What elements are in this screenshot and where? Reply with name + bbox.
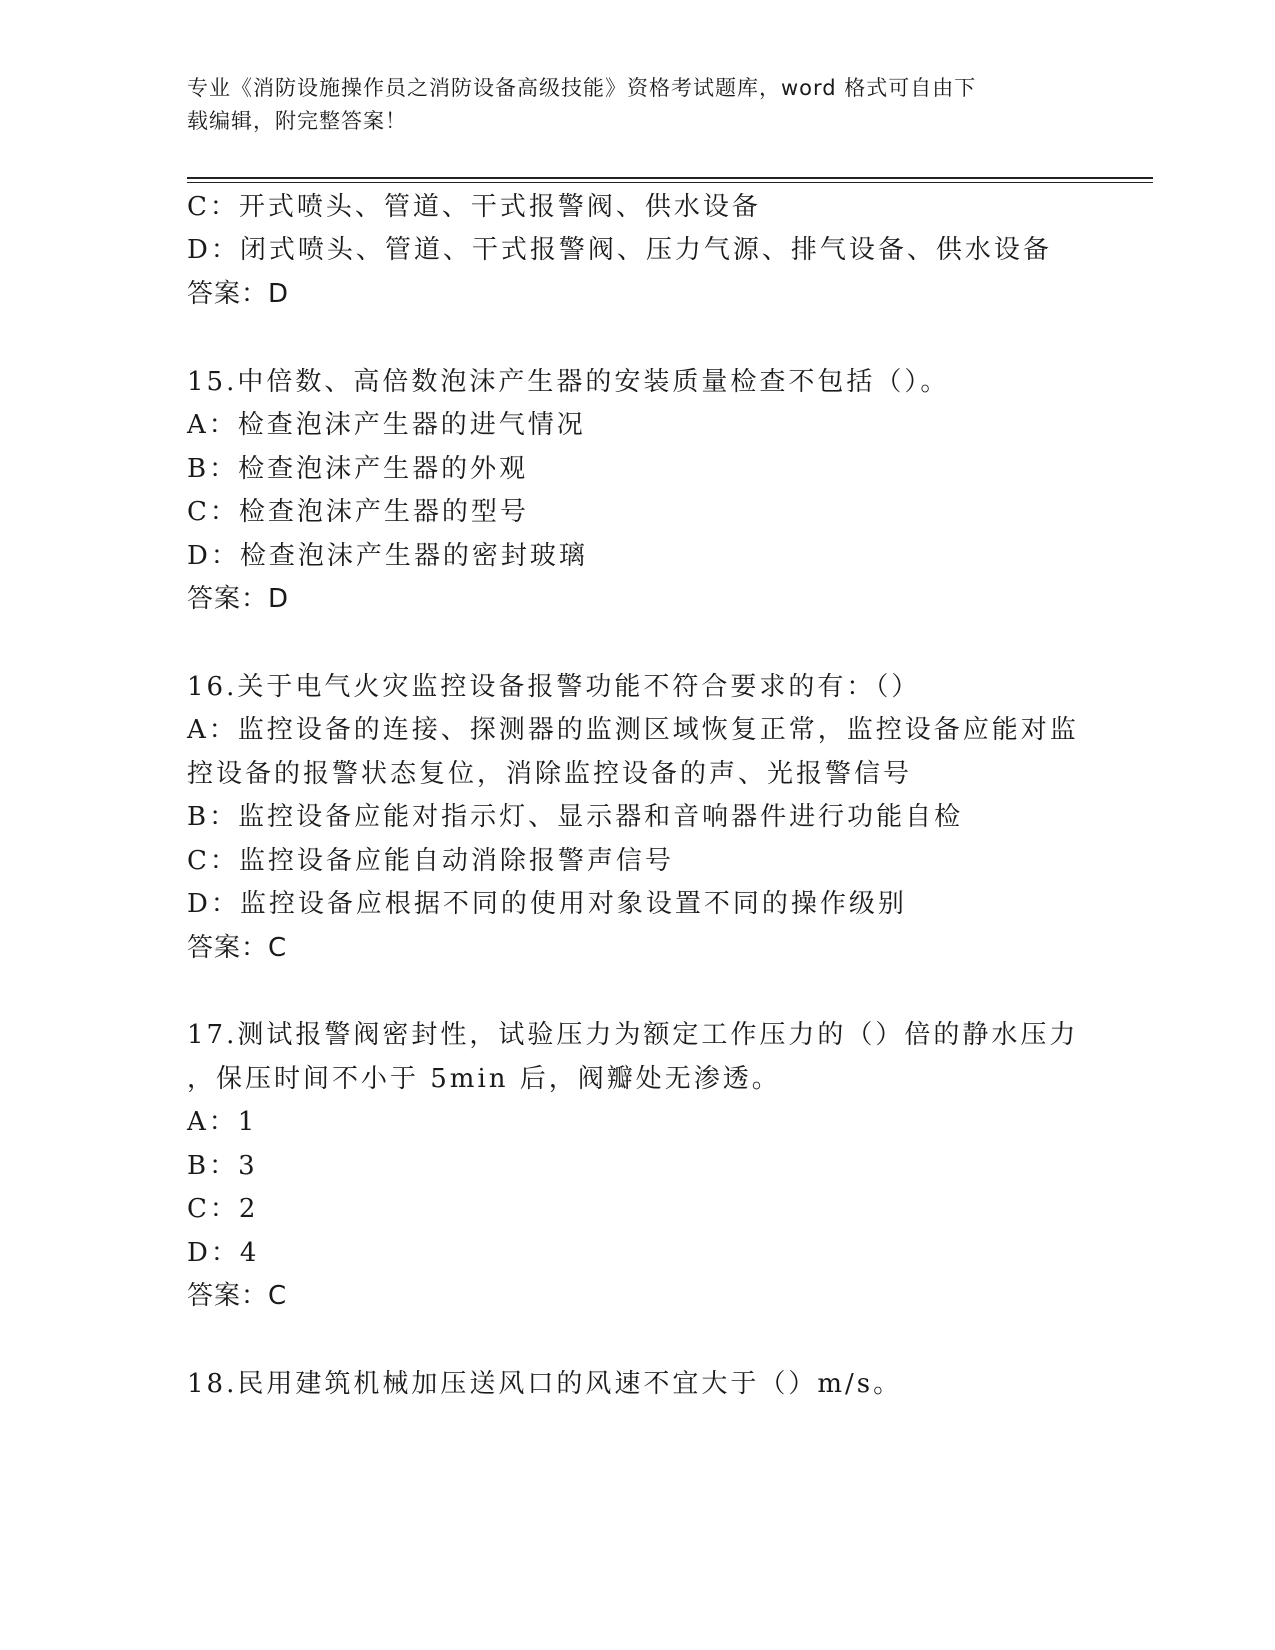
q15-option-b: B：检查泡沫产生器的外观 (187, 454, 529, 484)
q16-option-b: B：监控设备应能对指示灯、显示器和音响器件进行功能自检 (187, 802, 964, 832)
q15-option-c: C：检查泡沫产生器的型号 (187, 497, 529, 527)
q16-option-a-line-2: 控设备的报警状态复位，消除监控设备的声、光报警信号 (187, 759, 913, 789)
q17-answer: 答案：C (187, 1281, 288, 1311)
q18-stem: 18.民用建筑机械加压送风口的风速不宜大于（）m/s。 (187, 1369, 903, 1399)
q15-stem: 15.中倍数、高倍数泡沫产生器的安装质量检查不包括（）。 (187, 367, 950, 397)
q17-stem-line-2: ，保压时间不小于 5min 后，阀瓣处无渗透。 (187, 1064, 781, 1094)
q17-stem-line-1: 17.测试报警阀密封性，试验压力为额定工作压力的（）倍的静水压力 (187, 1020, 1079, 1050)
header-divider-thick (187, 177, 1153, 179)
q17-option-d: D：4 (187, 1238, 260, 1268)
q16-answer: 答案：C (187, 933, 288, 963)
header-intro-line-2: 载编辑，附完整答案！ (187, 109, 407, 133)
q17-option-a: A：1 (187, 1107, 258, 1137)
q17-option-b: B：3 (187, 1151, 258, 1181)
q16-option-c: C：监控设备应能自动消除报警声信号 (187, 846, 674, 876)
q16-stem: 16.关于电气火灾监控设备报警功能不符合要求的有：（） (187, 672, 921, 702)
q15-option-a: A：检查泡沫产生器的进气情况 (187, 410, 586, 440)
q14-option-d: D：闭式喷头、管道、干式报警阀、压力气源、排气设备、供水设备 (187, 235, 1052, 265)
document-header (187, 72, 1087, 138)
q17-option-c: C：2 (187, 1194, 259, 1224)
q15-answer: 答案：D (187, 584, 290, 614)
q16-option-a-line-1: A：监控设备的连接、探测器的监测区域恢复正常，监控设备应能对监 (187, 715, 1079, 745)
q14-option-c: C：开式喷头、管道、干式报警阀、供水设备 (187, 192, 761, 222)
q14-answer: 答案：D (187, 279, 290, 309)
q16-option-d: D：监控设备应根据不同的使用对象设置不同的操作级别 (187, 889, 907, 919)
header-divider-thin (187, 182, 1153, 183)
header-intro-line-1: 专业《消防设施操作员之消防设备高级技能》资格考试题库，word 格式可自由下 (187, 76, 977, 100)
q15-option-d: D：检查泡沫产生器的密封玻璃 (187, 541, 588, 571)
